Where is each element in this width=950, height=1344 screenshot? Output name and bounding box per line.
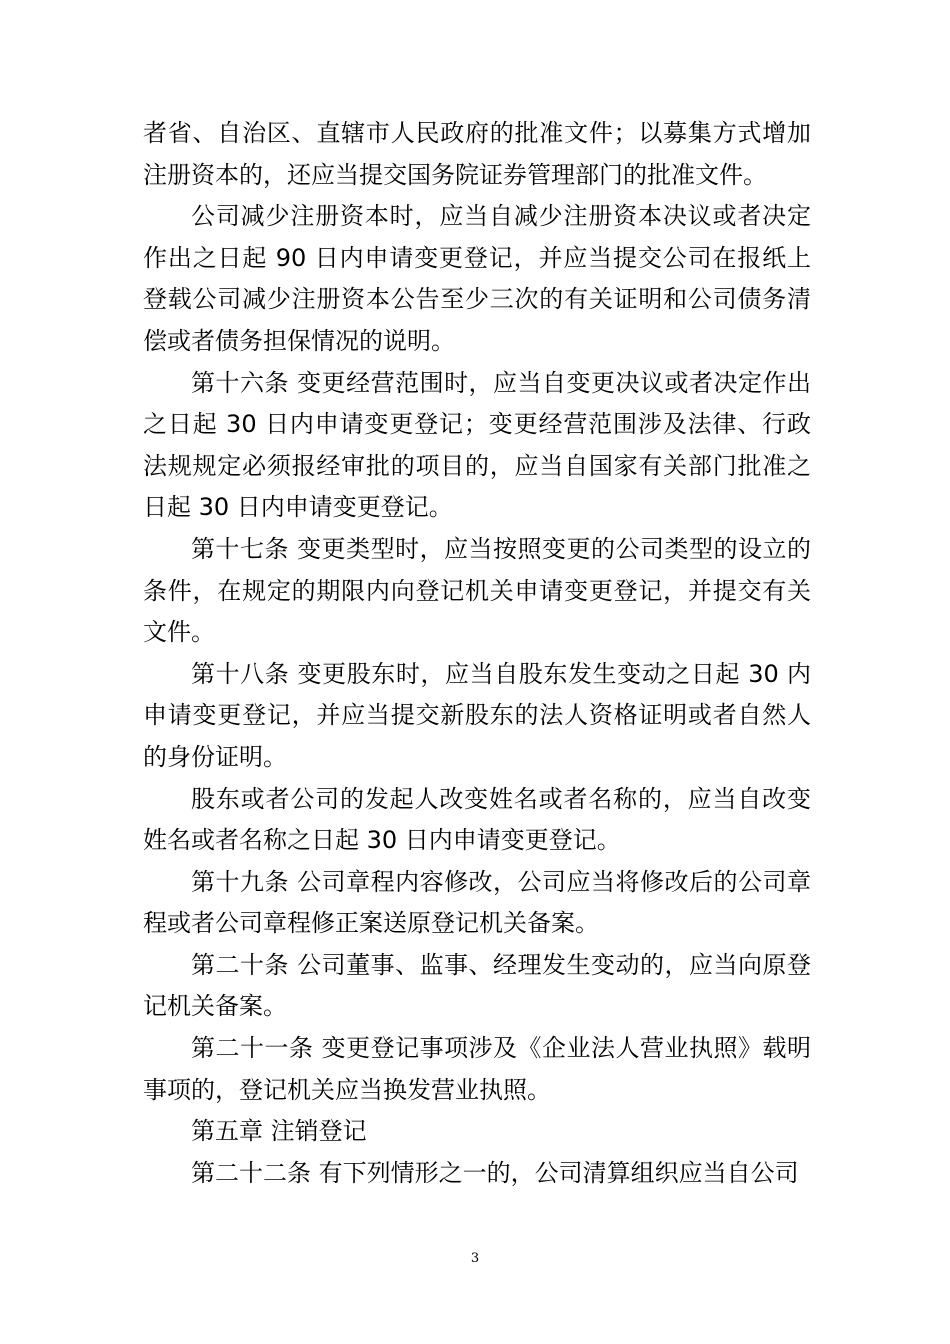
article-16: 第十六条 变更经营范围时，应当自变更决议或者决定作出之日起 30 日内申请变更登记；变更经营范围涉及法律、行政法规规定必须报经审批的项目的，应当自国家有关部门批准之日起 30 日内申请变更登记。 — [143, 368, 811, 522]
article-21: 第二十一条 变更登记事项涉及《企业法人营业执照》载明事项的，登记机关应当换发营业执照。 — [143, 1034, 811, 1104]
document-body — [143, 113, 811, 1194]
article-18: 第十八条 变更股东时，应当自股东发生变动之日起 30 内申请变更登记，并应当提交新股东的法人资格证明或者自然人的身份证明。 — [143, 659, 811, 771]
article-20: 第二十条 公司董事、监事、经理发生变动的，应当向原登记机关备案。 — [143, 950, 811, 1021]
article-17: 第十七条 变更类型时，应当按照变更的公司类型的设立的条件，在规定的期限内向登记机关申请变更登记，并提交有关文件。 — [143, 534, 811, 647]
paragraph-continuation: 者省、自治区、直辖市人民政府的批准文件；以募集方式增加注册资本的，还应当提交国务院证券管理部门的批准文件。 — [143, 119, 811, 189]
paragraph-shareholder-name-change: 股东或者公司的发起人改变姓名或者名称的，应当自改变姓名或者名称之日起 30 日内申请变更登记。 — [143, 784, 811, 855]
article-19: 第十九条 公司章程内容修改，公司应当将修改后的公司章程或者公司章程修正案送原登记机关备案。 — [143, 867, 811, 938]
paragraph-capital-reduction: 公司减少注册资本时，应当自减少注册资本决议或者决定作出之日起 90 日内申请变更登记，并应当提交公司在报纸上登载公司减少注册资本公告至少三次的有关证明和公司债务清偿或者债务担保情况的说明。 — [143, 202, 811, 355]
page-number: 3 — [470, 1251, 480, 1266]
chapter-5-heading: 第五章 注销登记 — [191, 1117, 367, 1146]
article-22: 第二十二条 有下列情形之一的，公司清算组织应当自公司 — [191, 1158, 799, 1187]
